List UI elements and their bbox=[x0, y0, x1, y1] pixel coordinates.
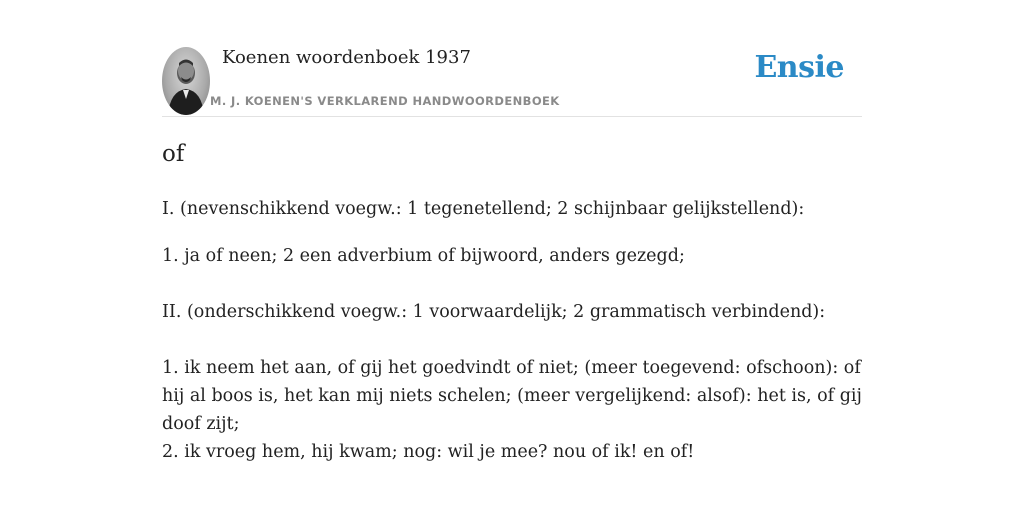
ensie-logo-link[interactable]: Ensie bbox=[754, 50, 844, 85]
book-subtitle: M. J. KOENEN'S VERKLAREND HANDWOORDENBOEK bbox=[210, 94, 560, 108]
entry-headword: of bbox=[162, 141, 185, 167]
entry-content bbox=[162, 136, 862, 466]
definition-line: II. (onderschikkend voegw.: 1 voorwaardelijk; 2 grammatisch verbindend): bbox=[162, 302, 826, 322]
author-portrait bbox=[162, 47, 210, 115]
definition-line: 1. ja of neen; 2 een adverbium of bijwoord, anders gezegd; bbox=[162, 246, 685, 266]
definition-line: I. (nevenschikkend voegw.: 1 tegenetellend; 2 schijnbaar gelijkstellend): bbox=[162, 199, 805, 219]
portrait-icon bbox=[162, 47, 210, 115]
book-title: Koenen woordenboek 1937 bbox=[222, 47, 471, 68]
definition-line: 2. ik vroeg hem, hij kwam; nog: wil je mee? nou of ik! en of! bbox=[162, 442, 695, 462]
definition-line: 1. ik neem het aan, of gij het goedvindt of niet; (meer toegevend: ofschoon): of hij al boos is, het kan mij niets schelen; (meer vergelijkend: alsof): het is, of gij doof zijt; bbox=[162, 358, 862, 434]
dictionary-header bbox=[162, 44, 862, 117]
